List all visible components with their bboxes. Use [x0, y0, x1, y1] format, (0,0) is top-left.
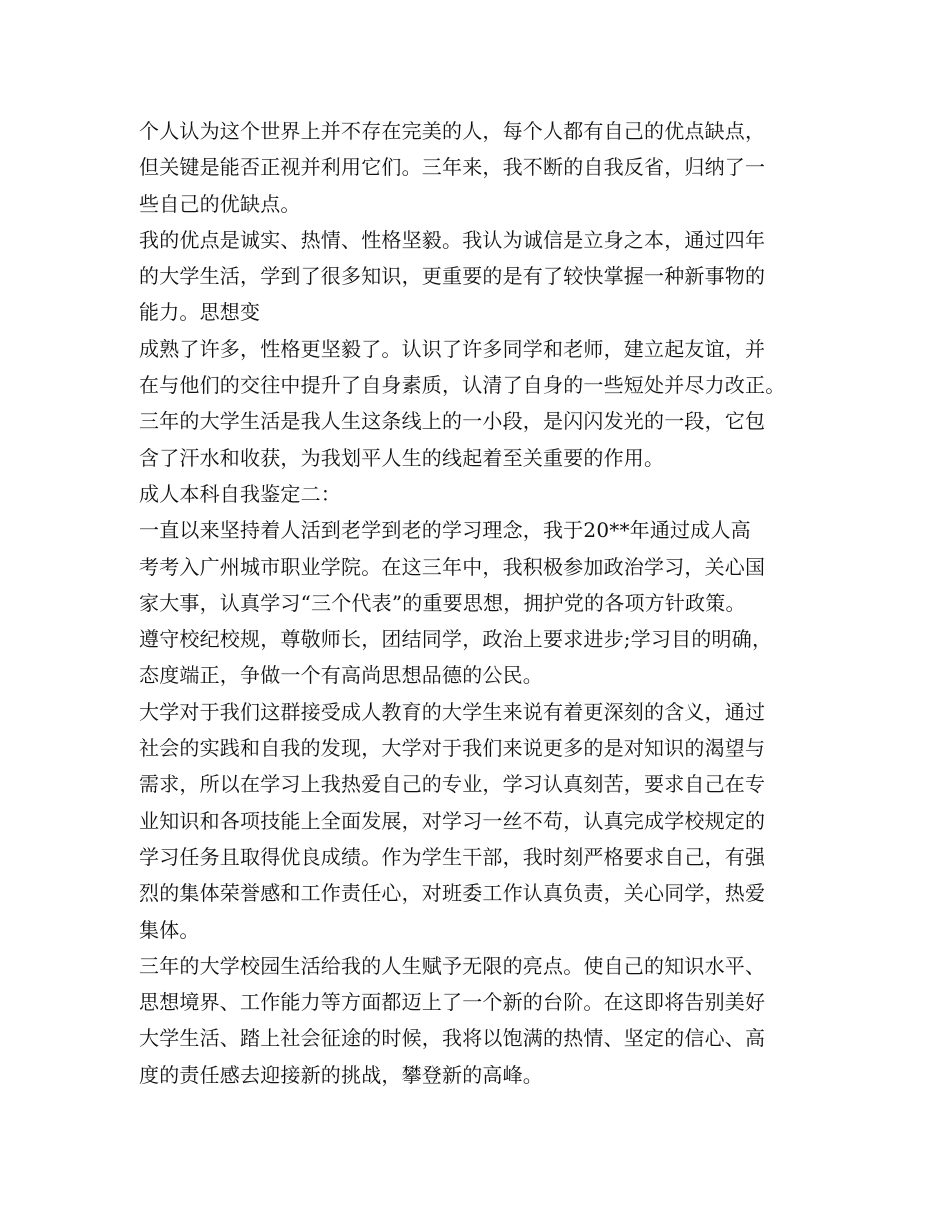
- text-line: 在与他们的交往中提升了自身素质，认清了自身的一些短处并尽力改正。: [139, 373, 786, 398]
- text-line: 能力。思想变: [139, 300, 261, 325]
- text-line: 烈的集体荣誉感和工作责任心，对班委工作认真负责，关心同学，热爱: [139, 881, 766, 906]
- text-line: 我的优点是诚实、热情、性格坚毅。我认为诚信是立身之本，通过四年: [139, 227, 766, 252]
- text-line: 需求，所以在学习上我热爱自己的专业，学习认真刻苦，要求自己在专: [139, 772, 766, 797]
- text-line: 成熟了许多，性格更坚毅了。认识了许多同学和老师，建立起友谊，并: [139, 336, 766, 361]
- text-line: 个人认为这个世界上并不存在完美的人，每个人都有自己的优点缺点，: [139, 119, 766, 143]
- text-line: 含了汗水和收获，为我划平人生的线起着至关重要的作用。: [139, 445, 665, 470]
- text-line: 思想境界、工作能力等方面都迈上了一个新的台阶。在这即将告别美好: [139, 990, 766, 1015]
- text-line: 度的责任感去迎接新的挑战，攀登新的高峰。: [139, 1062, 543, 1087]
- text-line: 遵守校纪校规，尊敬师长，团结同学，政治上要求进步;学习目的明确，: [139, 627, 773, 652]
- text-line: 态度端正，争做一个有高尚思想品德的公民。: [139, 663, 543, 688]
- text-line: 三年的大学校园生活给我的人生赋予无限的亮点。使自己的知识水平、: [139, 953, 766, 978]
- text-line: 业知识和各项技能上全面发展，对学习一丝不苟，认真完成学校规定的: [139, 808, 766, 833]
- text-line: 大学对于我们这群接受成人教育的大学生来说有着更深刻的含义，通过: [139, 699, 766, 724]
- text-line: 些自己的优缺点。: [139, 191, 301, 216]
- text-line: 社会的实践和自我的发现，大学对于我们来说更多的是对知识的渴望与: [139, 736, 766, 761]
- text-line: 一直以来坚持着人活到老学到老的学习理念，我于20**年通过成人高: [139, 518, 751, 543]
- text-line: 集体。: [139, 917, 200, 942]
- section-heading: 成人本科自我鉴定二：: [139, 481, 341, 506]
- text-line: 但关键是能否正视并利用它们。三年来，我不断的自我反省，归纳了一: [139, 155, 766, 180]
- document-body: [139, 113, 829, 1093]
- text-line: 学习任务且取得优良成绩。作为学生干部，我时刻严格要求自己，有强: [139, 844, 766, 869]
- text-line: 考考入广州城市职业学院。在这三年中，我积极参加政治学习，关心国: [139, 554, 766, 579]
- text-line: 三年的大学生活是我人生这条线上的一小段，是闪闪发光的一段，它包: [139, 409, 766, 434]
- text-line: 大学生活、踏上社会征途的时候，我将以饱满的热情、坚定的信心、高: [139, 1026, 766, 1051]
- text-line: 家大事，认真学习“三个代表”的重要思想，拥护党的各项方针政策。: [139, 590, 746, 615]
- text-line: 的大学生活，学到了很多知识，更重要的是有了较快掌握一种新事物的: [139, 264, 766, 289]
